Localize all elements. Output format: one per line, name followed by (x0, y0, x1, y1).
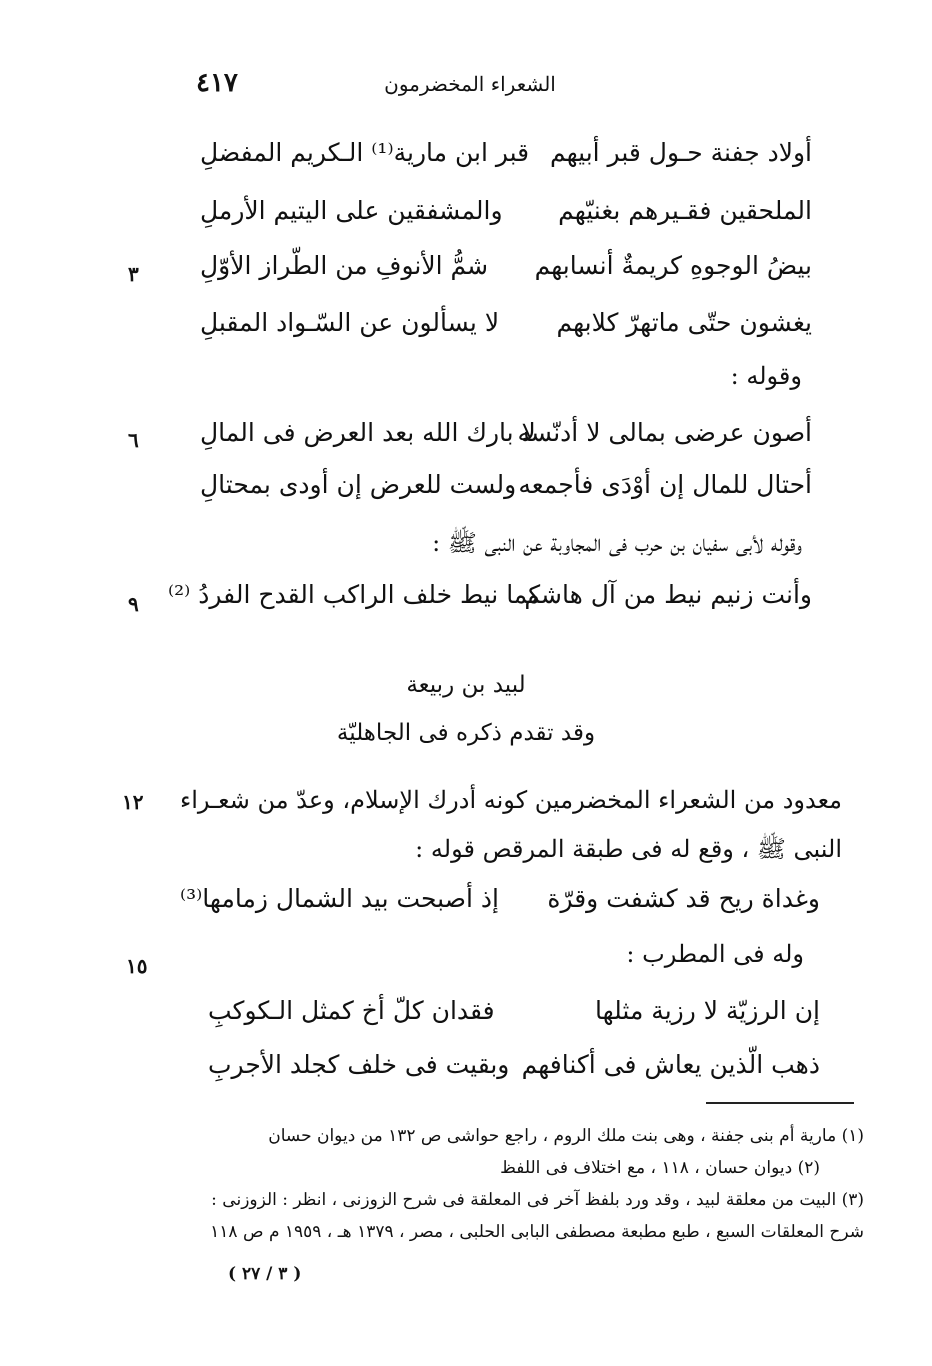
verse-first-hemistich: بيضُ الوجوهِ كريمةٌ أنسابهم (534, 251, 812, 280)
line-number: ٣ (128, 262, 139, 286)
verse-second-hemistich: لا يسألون عن السّـواد المقبلِ (200, 308, 500, 337)
verse-line (168, 580, 812, 620)
verse-line (200, 308, 812, 348)
footnote: (١) مارية أم بنى جفنة ، وهى بنت ملك الروم ، راجع حواشى ص ١٣٢ من ديوان حسان (268, 1126, 864, 1146)
verse-first-hemistich: أولاد جفنة حـول قبر أبيهم (550, 138, 812, 167)
verse-intro: وقوله لأبى سفيان بن حرب فى المجاوبة عن النبى ﷺ : (432, 529, 802, 557)
signature-mark: ( ٣ / ٢٧ ) (228, 1264, 302, 1284)
page-number: ٤١٧ (196, 68, 238, 98)
verse-line (200, 196, 812, 236)
verse-second-hemistich: والمشفقين على اليتيم الأرملِ (200, 196, 503, 225)
verse-line (208, 996, 820, 1036)
verse-second-hemistich: كما نيط خلف الراكب القدح الفردُ ⁽²⁾ (168, 580, 541, 609)
verse-line (200, 418, 812, 458)
verse-first-hemistich: ذهب الّذين يعاش فى أكنافهم (521, 1050, 820, 1079)
verse-first-hemistich: أصون عرضى بمالى لا أدنّسه (517, 418, 812, 447)
verse-first-hemistich: الملحقين فقـيرهم بغنيّهم (558, 196, 812, 225)
verse-second-hemistich: شمُّ الأنوفِ من الطّراز الأوّلِ (200, 251, 489, 280)
verse-intro: وله فى المطرب : (626, 940, 804, 968)
verse-line (180, 884, 820, 924)
verse-first-hemistich: أحتال للمال إن أوْدَى فأجمعه (518, 470, 812, 499)
verse-second-hemistich: لا بارك الله بعد العرض فى المالِ (200, 418, 536, 447)
footnote: (٢) ديوان حسان ، ١١٨ ، مع اختلاف فى اللفظ (500, 1158, 820, 1178)
section-subtitle: وقد تقدم ذكره فى الجاهليّة (336, 720, 596, 746)
verse-line (200, 138, 812, 178)
line-number: ٩ (128, 592, 139, 616)
prose-line: معدود من الشعراء المخضرمين كونه أدرك الإسلام، وعدّ من شعـراء (179, 786, 842, 814)
verse-line (200, 251, 812, 291)
verse-second-hemistich: إذ أصبحت بيد الشمال زمامها⁽³⁾ (180, 884, 499, 913)
verse-second-hemistich: فقدان كلّ أخ كمثل الـكوكبِ (208, 996, 495, 1025)
line-number: ١٢ (122, 790, 144, 814)
running-header-title: الشعراء المخضرمون (384, 72, 556, 96)
verse-line (208, 1050, 820, 1090)
verse-first-hemistich: وغداة ريح قد كشفت وقرّة (547, 884, 820, 913)
verse-second-hemistich: قبر ابن مارية⁽¹⁾ الـكريم المفضلِ (200, 138, 530, 167)
verse-second-hemistich: وبقيت فى خلف كجلد الأجربِ (208, 1050, 510, 1079)
footnote-separator (706, 1102, 854, 1104)
prose-line: النبى ﷺ ، وقع له فى طبقة المرقص قوله : (415, 835, 842, 863)
line-number: ٦ (128, 428, 139, 452)
verse-first-hemistich: وأنت زنيم نيط من آل هاشم (524, 580, 812, 609)
verse-line (200, 470, 812, 510)
verse-first-hemistich: إن الرزيّة لا رزية مثلها (595, 996, 820, 1025)
verse-intro: وقوله : (730, 362, 802, 390)
line-number: ١٥ (126, 954, 148, 978)
footnote: شرح المعلقات السبع ، طبع مطبعة مصطفى البابى الحلبى ، مصر ، ١٣٧٩ هـ ، ١٩٥٩ م ص ١١٨ (210, 1222, 864, 1242)
verse-second-hemistich: ولست للعرض إن أودى بمحتالِ (200, 470, 517, 499)
footnote: (٣) البيت من معلقة لبيد ، وقد ورد بلفظ آخر فى المعلقة فى شرح الزوزنى ، انظر : الزوزنى : (211, 1190, 864, 1210)
verse-first-hemistich: يغشون حتّى ماتهرّ كلابهم (556, 308, 812, 337)
section-title: لبيد بن ربيعة (406, 672, 526, 698)
